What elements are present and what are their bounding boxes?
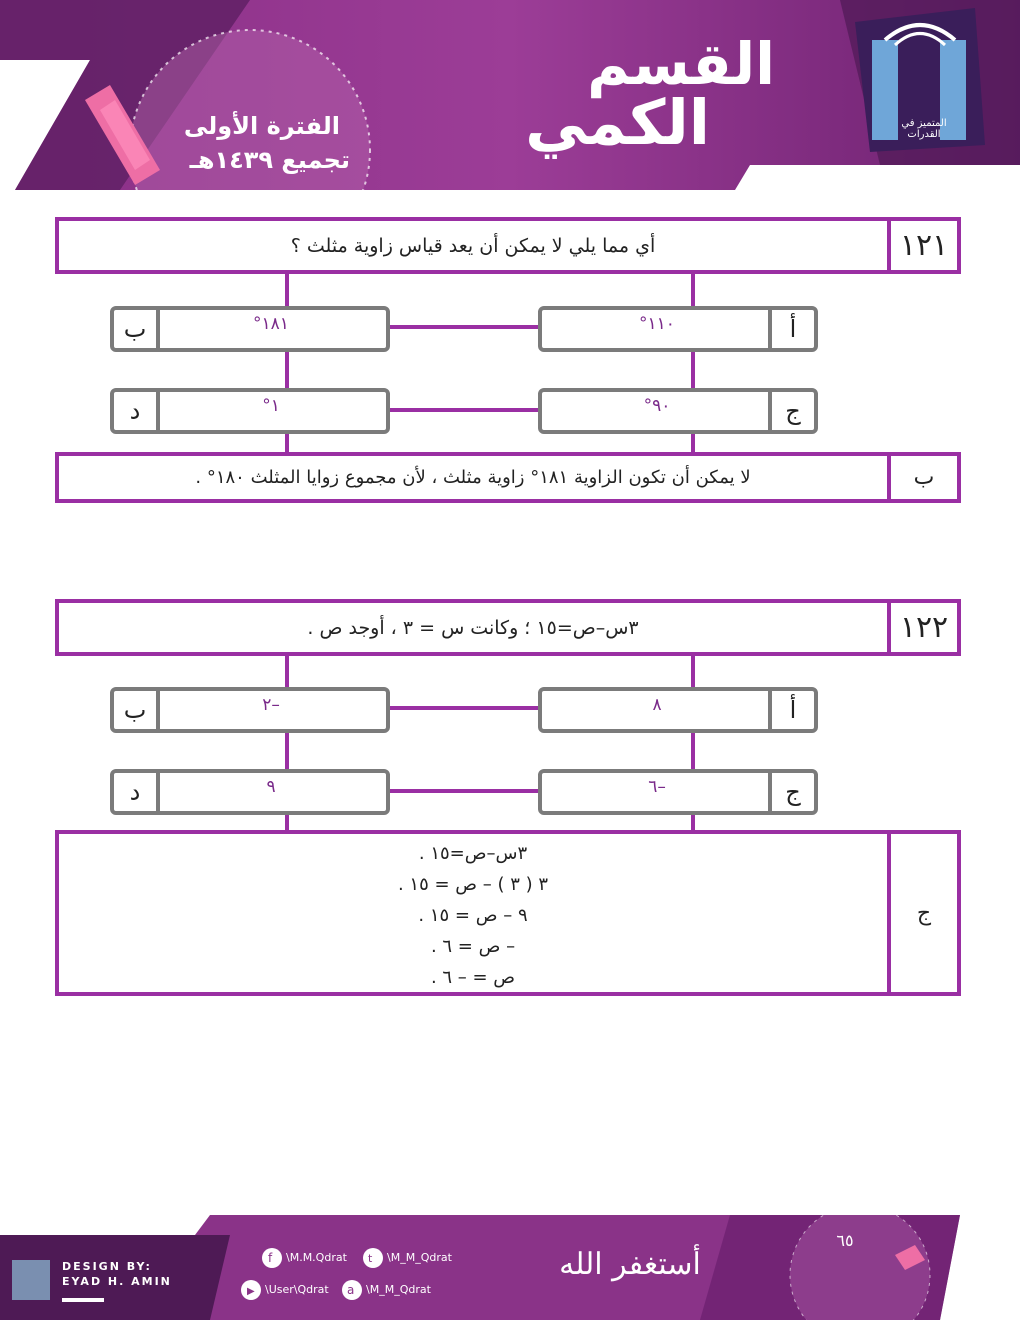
question-text: أي مما يلي لا يمكن أن يعد قياس زاوية مثلث ؟ <box>290 234 656 257</box>
option-value: ١٨١° <box>253 314 289 334</box>
option-c[interactable] <box>538 769 818 815</box>
solution-step: ٣ ( ٣ ) – ص = ١٥ . <box>397 874 549 895</box>
youtube-link[interactable]: \User\Qdrat <box>265 1283 329 1296</box>
option-b[interactable] <box>110 306 390 352</box>
question-bar <box>55 217 961 274</box>
question-number: ١٢١ <box>887 221 957 270</box>
option-value: –٢ <box>262 695 280 715</box>
facebook-link[interactable]: \M.M.Qdrat <box>286 1251 347 1264</box>
answer-box <box>55 452 961 503</box>
option-c[interactable] <box>538 388 818 434</box>
page-footer <box>0 1215 1020 1320</box>
twitter-icon <box>363 1248 383 1268</box>
option-value: ٨ <box>652 695 662 715</box>
svg-text:f: f <box>268 1251 273 1265</box>
section-title-line2: الكمي <box>525 86 710 159</box>
answer-explanation: لا يمكن أن تكون الزاوية ١٨١° زاوية مثلث ، لأن مجموع زوايا المثلث ١٨٠° . <box>195 467 751 488</box>
option-value: –٦ <box>648 777 666 797</box>
option-value: ١١٠° <box>639 314 675 334</box>
svg-text:▶: ▶ <box>247 1286 255 1297</box>
collection-label: تجميع ١٤٣٩هـ <box>189 146 350 174</box>
option-letter: ج <box>768 773 814 811</box>
option-letter: ب <box>114 691 160 729</box>
option-value: ١° <box>262 396 280 416</box>
connector-line <box>388 325 540 329</box>
question-number: ١٢٢ <box>887 603 957 652</box>
designer-logo-icon <box>12 1260 50 1300</box>
question-bar <box>55 599 961 656</box>
solution-steps <box>59 838 887 993</box>
answer-key: ج <box>887 834 957 992</box>
solution-step: ٣س–ص=١٥ . <box>418 843 528 864</box>
footer-background <box>0 1215 1020 1320</box>
ask-link[interactable]: \M_M_Qdrat <box>366 1283 431 1296</box>
question-text: ٣س–ص=١٥ ؛ وكانت س = ٣ ، أوجد ص . <box>307 616 639 639</box>
option-a[interactable] <box>538 687 818 733</box>
connector-line <box>388 408 540 412</box>
option-letter: أ <box>768 691 814 729</box>
svg-text:t: t <box>368 1252 373 1265</box>
option-a[interactable] <box>538 306 818 352</box>
option-value: ٩ <box>266 777 276 797</box>
calligraphy-text: أستغفر الله <box>559 1247 701 1282</box>
option-b[interactable] <box>110 687 390 733</box>
designer-name: EYAD H. AMIN <box>62 1275 172 1288</box>
solution-step: – ص = ٦ . <box>430 936 516 957</box>
option-letter: ج <box>768 392 814 430</box>
twitter-link[interactable]: \M_M_Qdrat <box>387 1251 452 1264</box>
option-letter: د <box>114 773 160 811</box>
option-value: ٩٠° <box>643 396 671 416</box>
section-title-line1: القسم <box>587 30 775 98</box>
logo-text: المتميز في القدرات <box>901 118 947 140</box>
answer-key: ب <box>887 456 957 499</box>
option-d[interactable] <box>110 388 390 434</box>
option-letter: د <box>114 392 160 430</box>
svg-text:a: a <box>347 1283 355 1297</box>
page-number: ٦٥ <box>836 1231 854 1250</box>
solution-step: ص = – ٦ . <box>430 967 516 988</box>
connector-line <box>388 789 540 793</box>
option-letter: أ <box>768 310 814 348</box>
option-d[interactable] <box>110 769 390 815</box>
connector-line <box>388 706 540 710</box>
option-letter: ب <box>114 310 160 348</box>
page-header <box>0 0 1020 190</box>
answer-box <box>55 830 961 996</box>
solution-step: ٩ – ص = ١٥ . <box>418 905 528 926</box>
design-label: DESIGN BY: <box>62 1260 152 1273</box>
period-label: الفترة الأولى <box>183 112 340 140</box>
